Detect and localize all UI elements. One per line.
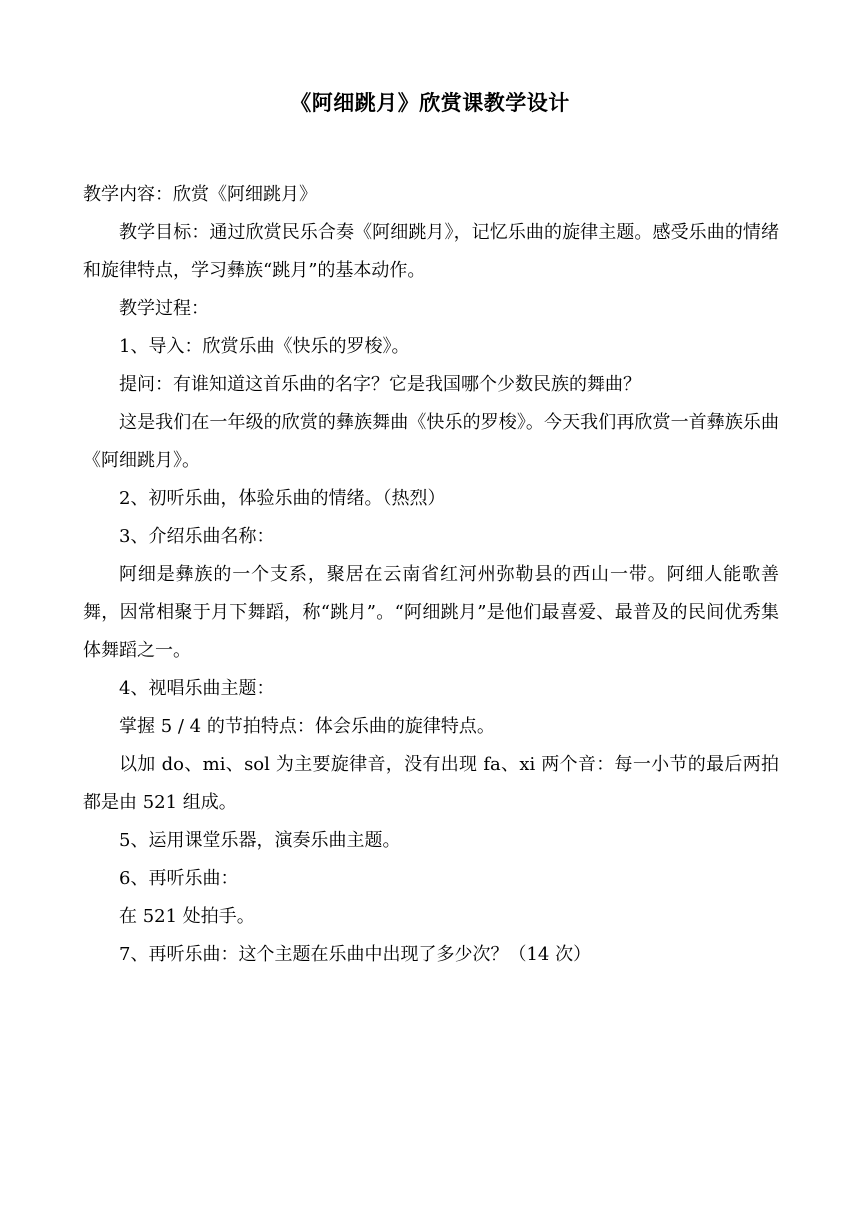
paragraph-melody-notes: 以加 do、mi、sol 为主要旋律音，没有出现 fa、xi 两个音：每一小节的最后两拍都是由 521 组成。 bbox=[83, 754, 779, 813]
paragraph-step-4: 4、视唱乐曲主题： bbox=[119, 678, 275, 699]
paragraph-step-2: 2、初听乐曲，体验乐曲的情绪。（热烈） bbox=[119, 488, 446, 509]
paragraph-step-3: 3、介绍乐曲名称： bbox=[119, 526, 275, 547]
paragraph-step-1: 1、导入：欣赏乐曲《快乐的罗梭》。 bbox=[119, 336, 410, 357]
document-title: 《阿细跳月》欣赏课教学设计 bbox=[290, 90, 570, 115]
paragraph-question: 提问：有谁知道这首乐曲的名字？它是我国哪个少数民族的舞曲？ bbox=[119, 374, 641, 395]
paragraph-process-heading: 教学过程： bbox=[119, 298, 209, 319]
paragraph-clap: 在 521 处拍手。 bbox=[119, 906, 255, 927]
paragraph-meter: 掌握 5 / 4 的节拍特点：体会乐曲的旋律特点。 bbox=[119, 716, 495, 737]
paragraph-content: 教学内容：欣赏《阿细跳月》 bbox=[83, 184, 317, 205]
paragraph-axi-description: 阿细是彝族的一个支系，聚居在云南省红河州弥勒县的西山一带。阿细人能歌善舞，因常相聚于月下舞蹈，称“跳月”。“阿细跳月”是他们最喜爱、最普及的民间优秀集体舞蹈之一。 bbox=[83, 564, 779, 661]
paragraph-step-5: 5、运用课堂乐器，演奏乐曲主题。 bbox=[119, 830, 401, 851]
paragraph-step-6: 6、再听乐曲： bbox=[119, 868, 239, 889]
document-body bbox=[83, 176, 779, 974]
paragraph-objectives: 教学目标：通过欣赏民乐合奏《阿细跳月》，记忆乐曲的旋律主题。感受乐曲的情绪和旋律特点，学习彝族“跳月”的基本动作。 bbox=[83, 222, 779, 281]
paragraph-intro-text: 这是我们在一年级的欣赏的彝族舞曲《快乐的罗梭》。今天我们再欣赏一首彝族乐曲《阿细跳月》。 bbox=[83, 412, 779, 471]
paragraph-step-7: 7、再听乐曲：这个主题在乐曲中出现了多少次？（14 次） bbox=[119, 944, 592, 965]
